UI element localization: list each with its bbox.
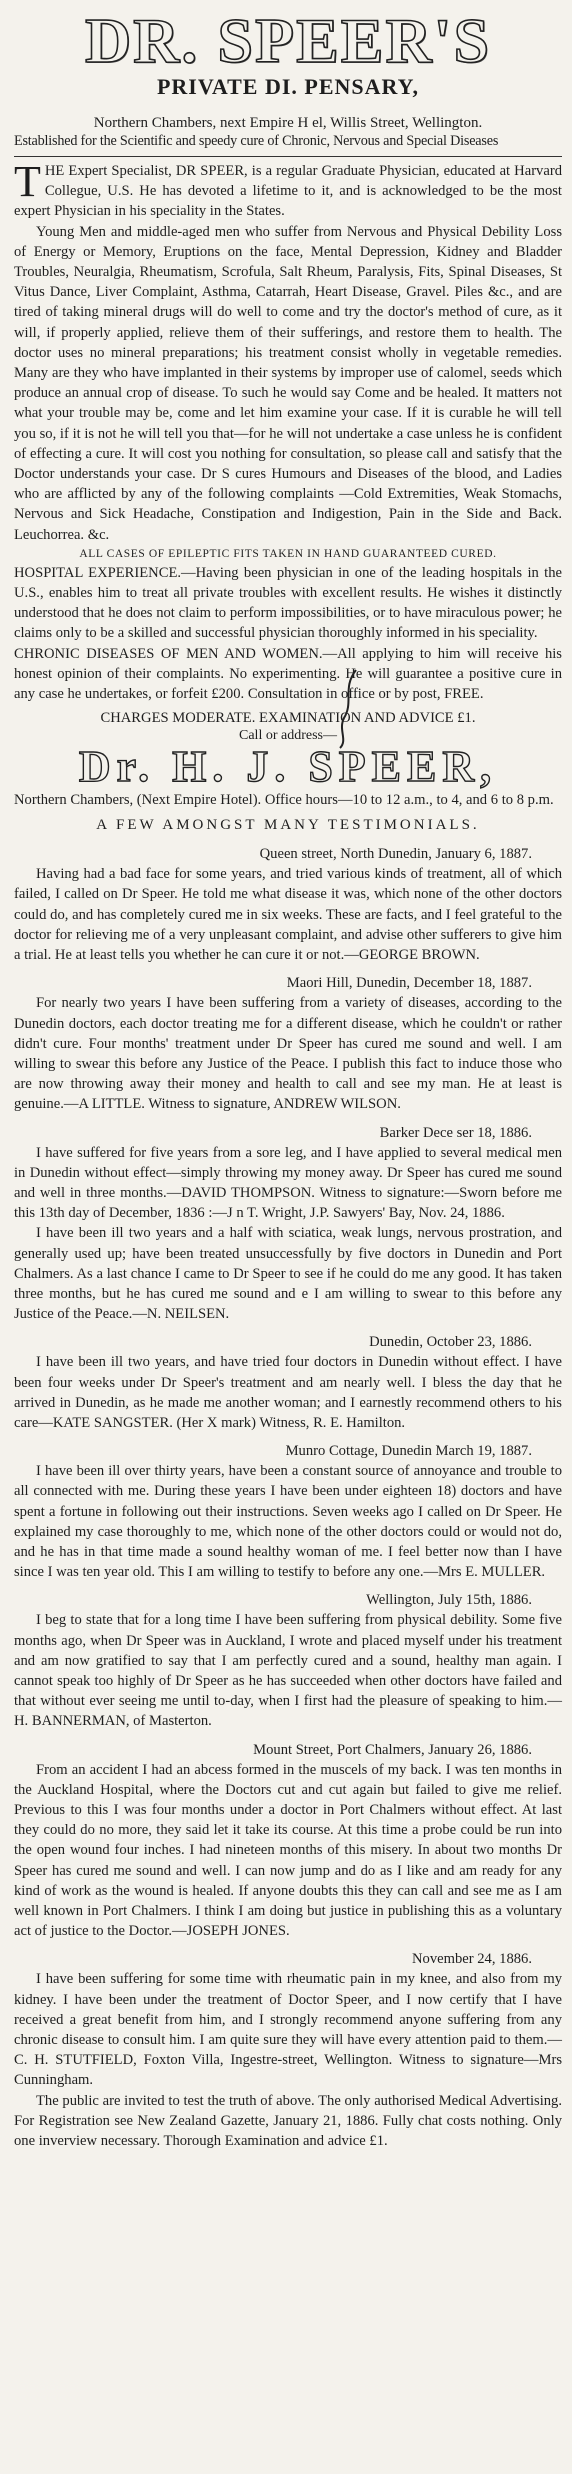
testimonial [14,1740,562,1942]
testimonial-dateline: Mount Street, Port Chalmers, January 26, 1886. [253,1741,532,1758]
testimonial-dateline: November 24, 1886. [412,1951,532,1968]
testimonial-dateline: Wellington, July 15th, 1886. [366,1592,532,1609]
ad-subtitle: PRIVATE DI. PENSARY, [156,74,420,99]
testimonial [14,1332,562,1433]
testimonial-body: I have been suffering for some time with rheumatic pain in my knee, and also from my kidney. I have been under the treatment of Doctor Speer, and I now certify that I have received a great benefit from him, and I strongly recommend anyone suffering from any chronic disease to consult him. I am quite sure they will have every attention paid to them.—C. H. STUTFIELD, Foxton Villa, Ingestre-street, Wellington. Witness to signature—Mrs Cunningham. [14,1971,562,2089]
testimonial-body: I have been ill two years and a half with sciatica, weak lungs, nervous prostration, and generally used up; have been treated unsuccessfully by five doctors in Dunedin and Port Chalmers. As a last chance I came to Dr Speer to see if he could do me any good. It has taken three months, but he has cured me sound and e I am willing to swear to this before any Justice of the Peace.—N. NEILSEN. [14,1225,562,1323]
testimonial [14,973,562,1114]
intro-text: HE Expert Specialist, DR SPEER, is a regular Graduate Physician, educated at Harvard Collegue, U.S. He has devoted a lifetime to it, and is acknowledged to be the most expert Physician in his speciality in the States. [14,163,562,220]
doctor-signature: Dr. H. J. SPEER, [78,742,498,792]
address-line: Northern Chambers, next Empire H el, Willis Street, Wellington. [93,115,483,131]
testimonial-dateline: Dunedin, October 23, 1886. [369,1334,532,1351]
testimonial-body: I have suffered for five years from a sore leg, and I have applied to several medical men in Dunedin without effect—simply throwing my money away. Dr Speer has cured me sound and well in three months.—DAVID THOMPSON. Witness to signature:—Sworn before me this 13th day of December, 1836 :—J n T. Wright, J.P. Sawyers' Bay, Nov. 24, 1886. [14,1144,562,1222]
testimonial-body: I have been ill over thirty years, have been a constant source of annoyance and trouble to all connected with me. During these years I have been under eighteen 18) doctors and have spent a fortune in following out their instructions. Seven weeks ago I called on Dr Speer. He explained my case thoroughly to me, which none of the other doctors could or would not do, and he has in that time made a sound healthy woman of me. I feel better now than I have since I was ten year old. This I am willing to testify to before any one.—Mrs E. MULLER. [14,1463,562,1581]
testimonial [14,1590,562,1731]
testimonial [14,1949,562,2090]
testimonial [14,1223,562,1324]
testimonial-body: I beg to state that for a long time I have been suffering from physical debility. Some five months ago, when Dr Speer was in Auckland, I wrote and placed myself under his treatment and am now gratified to say that I am perfectly cured and a sound, healthy man again. I cannot speak too highly of Dr Speer as he has succeeded when other doctors have failed and that without ever seeing me until to-day, when I first had the pleasure of speaking to him.—H. BANNERMAN, of Masterton. [14,1612,562,1730]
office-hours: Northern Chambers, (Next Empire Hotel). Office hours—10 to 12 a.m., to 4, and 6 to 8 p.m. [14,792,554,809]
chronic-diseases: CHRONIC DISEASES OF MEN AND WOMEN.—All applying to him will receive his honest opinion of their complaints. No experimenting. He will guarantee a positive cure in any case he undertakes, or forfeit £200. Consultation in office or by post, FREE. [14,645,562,703]
testimonial [14,844,562,965]
call-or-address: Call or address— [239,728,337,744]
intro-paragraph [14,157,562,222]
conditions-paragraph: Young Men and middle-aged men who suffer from Nervous and Physical Debility Loss of Energy or Memory, Eruptions on the face, Mental Depression, Kidney and Bladder Troubles, Neuralgia, Rheumatism, Scrofula, Salt Rheum, Paralysis, Fits, Spinal Diseases, St Vitus Dance, Liver Complaint, Asthma, Catarrah, Heart Disease, Gravel. Piles &c., and are tired of taking mineral drugs will do well to come and try the doctor's method of cure, as it will, if properly applied, relieve them of their sufferings, and restore them to health. The doctor uses no mineral preparations; his treatment consist wholly in vegetable remedies. Many are they who have implanted in their systems by improper use of calomel, seeds which produce an annual crop of disease. To such he would say Come and be healed. It matters not what your trouble may be, come and let him examine your case. If it is curable he will tell you so, if it is not he will tell you that—for he will not undertake a case unless he is confident of effecting a cure. It will cost you nothing for consultation, so please call and satisfy that the Doctor understands your case. Dr S cures Humours and Diseases of the blood, and Ladies who are afflicted by any of the following complaints —Cold Extremities, Weak Stomachs, Nervous and Sick Headache, Constipation and Indigestion, Pain in the Side and Back. Leuchorrea. &c. [14,223,562,543]
testimonial-body: Having had a bad face for some years, and tried various kinds of treatment, all of which failed, I called on Dr Speer. He told me what disease it was, which none of the other doctors could do, and has completely cured me in six weeks. These are facts, and I feel grateful to the doctor for relieving me of a very unpleasant complaint, and advise other sufferers to give him a trial. He at least tells you whether he can cure it or not.—GEORGE BROWN. [14,866,562,964]
testimonial-list [14,844,562,2090]
epileptic-notice: ALL CASES OF EPILEPTIC FITS TAKEN IN HAND GUARANTEED CURED. [79,547,497,560]
testimonial-body: For nearly two years I have been suffering from a variety of diseases, according to the Dunedin doctors, each doctor treating me for a different disease, which he couldn't or rather didn't cure. Four months' treatment under Dr Speer has cured me sound and well. I am willing to swear this before any Justice of the Peace. I publish this fact to induce those who are now throwing away their money and health to call and see my man. He at least is genuine.—A LITTLE. Witness to signature, ANDREW WILSON. [14,995,562,1113]
testimonial [14,1441,562,1582]
testimonial-dateline: Munro Cottage, Dunedin March 19, 1887. [285,1443,532,1460]
testimonial [14,1123,562,1224]
testimonial-body: From an accident I had an abcess formed in the muscels of my back. I was ten months in the Auckland Hospital, where the Doctors cut and cut again but failed to give me relief. Previous to this I was four months under a doctor in Port Chalmers without effect. At last they could do no more, they said let it take its course. At this time a probe could be run into the open wound four inches. I had nineteen months of this misery. In about two months Dr Speer has cured me sound and well. I can now jump and do as I like and am ready for any kind of work as the wound is healed. If anyone doubts this they can call and see me as I am well known in Port Chalmers. I think I am doing but justice in publishing this as a voluntary act of justice to the Doctor.—JOSEPH JONES. [14,1761,562,1940]
divider [14,156,562,157]
established-line: Established for the Scientific and speedy cure of Chronic, Nervous and Special Diseases [14,133,499,149]
testimonial-dateline: Maori Hill, Dunedin, December 18, 1887. [286,975,532,992]
closing-notice: The public are invited to test the truth of above. The only authorised Medical Advertising. For Registration see New Zealand Gazette, January 21, 1886. Fully chat costs nothing. Only one inverview necessary. Thorough Examination and advice £1. [14,2092,562,2150]
drop-cap: T [14,157,41,206]
ink-scribble-mark [334,668,364,750]
testimonial-body: I have been ill two years, and have tried four doctors in Dunedin without effect. I have been four weeks under Dr Speer's treatment and am nearly well. I bless the day that he arrived in Dunedin, as he made me another woman; and I earnestly recommend others to his care—KATE SANGSTER. (Her X mark) Witness, R. E. Hamilton. [14,1354,562,1431]
ad-title: DR. SPEER'S [84,5,492,76]
charges-line: CHARGES MODERATE. EXAMINATION AND ADVICE £1. [100,710,476,727]
testimonial-dateline: Queen street, North Dunedin, January 6, 1887. [259,846,532,863]
testimonial-dateline: Barker Dece ser 18, 1886. [379,1124,532,1141]
testimonials-heading: A FEW AMONGST MANY TESTIMONIALS. [96,817,480,834]
hospital-experience: HOSPITAL EXPERIENCE.—Having been physician in one of the leading hospitals in the U.S., enables him to treat all private troubles with excellent results. He wishes it distinctly understood that he does not claim to perform impossibilities, or to have miraculous power; he claims only to be a skilled and successful physician thoroughly informed in his speciality. [14,564,562,642]
